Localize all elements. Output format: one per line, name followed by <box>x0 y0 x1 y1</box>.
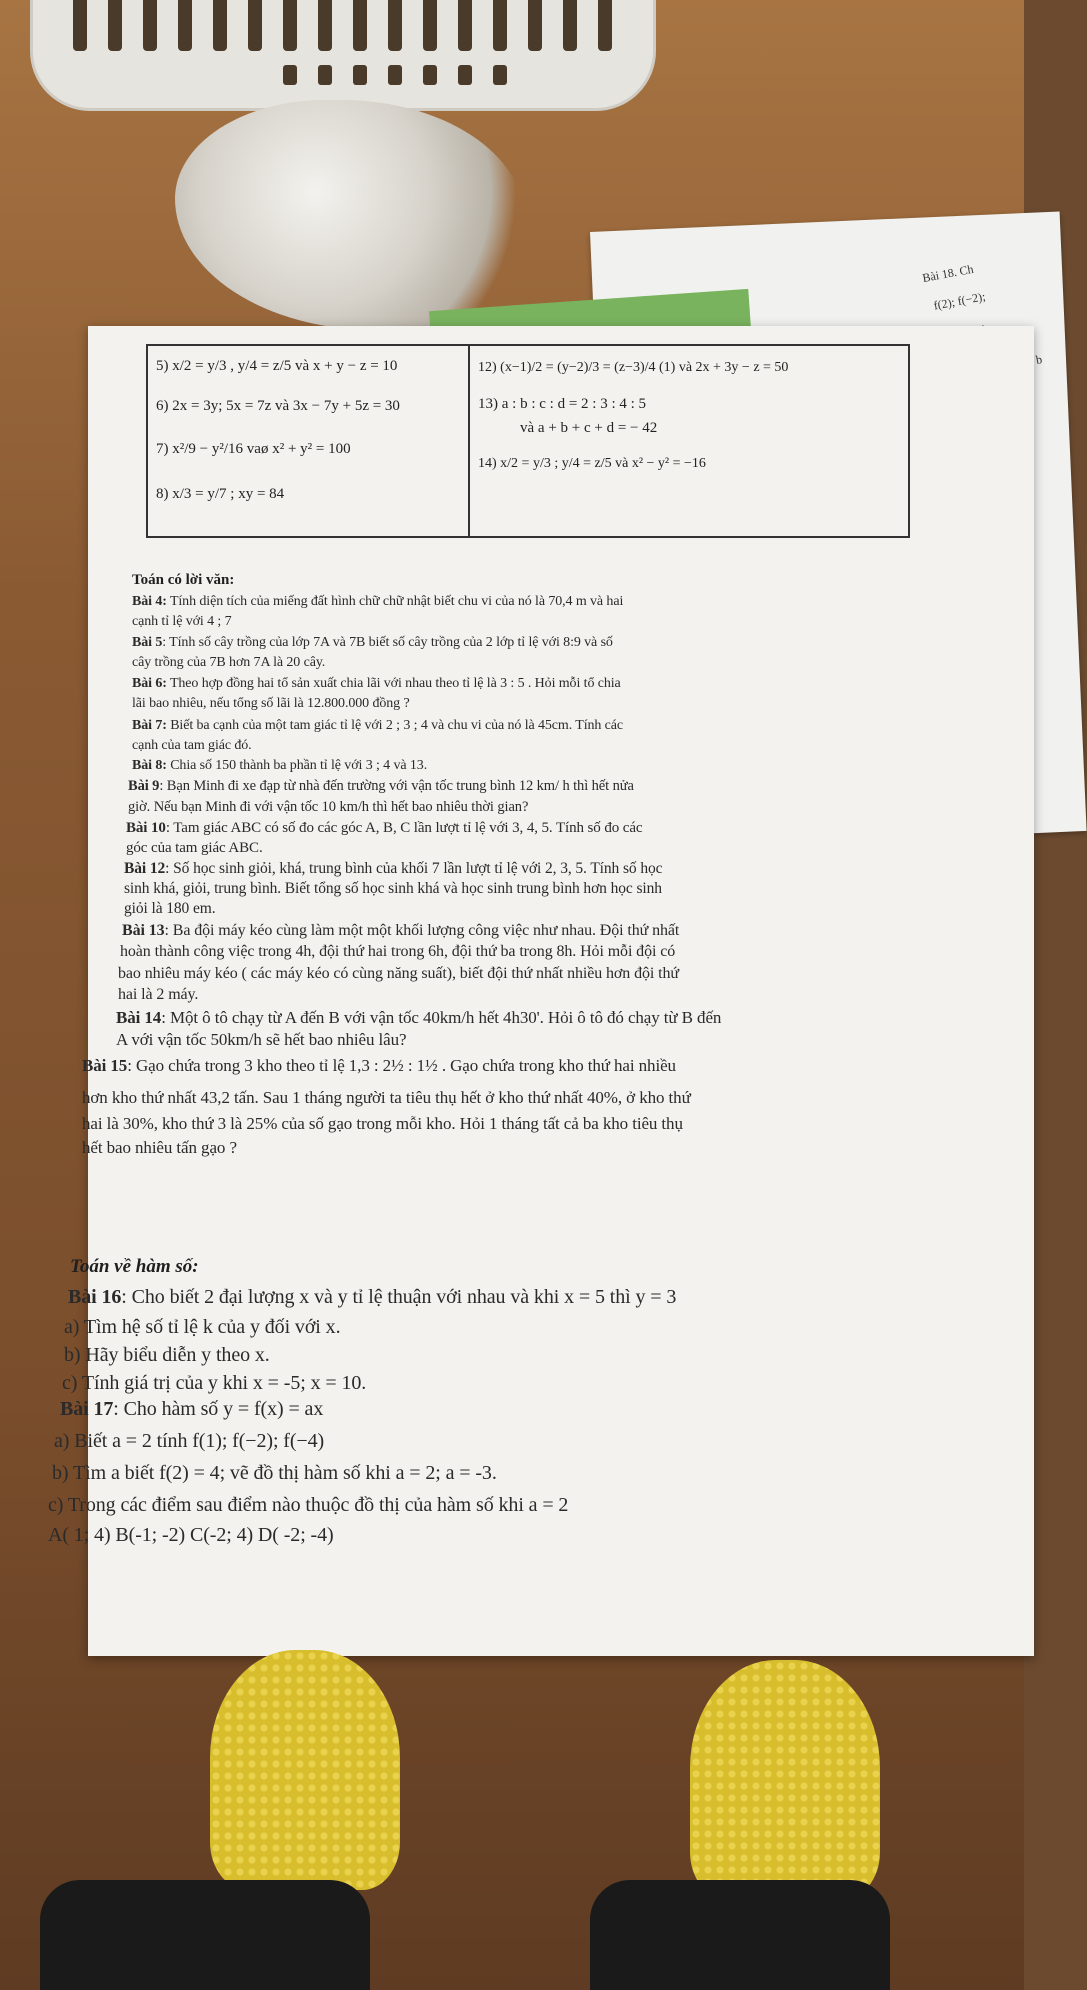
problem-line <box>82 1138 237 1158</box>
problem-text: bao nhiêu máy kéo ( các máy kéo có cùng năng suất), biết đội thứ nhất nhiều hơn đội thứ <box>118 965 679 982</box>
equation-item: 7) x²/9 − y²/16 vaø x² + y² = 100 <box>156 441 351 457</box>
problem-text: sinh khá, giỏi, trung bình. Biết tổng số học sinh khá và học sinh trung bình hơn học sinh <box>124 880 662 897</box>
bg-line: Bài 18. Ch <box>921 261 975 286</box>
function-line <box>68 1286 676 1309</box>
problem-line <box>132 738 252 754</box>
problem-text: hai là 2 máy. <box>118 986 199 1003</box>
function-line <box>52 1462 497 1485</box>
left-foot <box>40 1880 370 1990</box>
problem-line <box>82 1114 683 1134</box>
right-foot <box>590 1880 890 1990</box>
problem-text: hai là 30%, kho thứ 3 là 25% của số gạo trong mỗi kho. Hỏi 1 tháng tất cả ba kho tiêu thụ <box>82 1114 683 1133</box>
problem-label: Bài 13 <box>122 922 165 939</box>
equation-table <box>146 344 910 538</box>
function-text: Biết a = 2 tính f(1); f(−2); f(−4) <box>69 1430 325 1452</box>
function-label: c) <box>48 1494 64 1516</box>
problem-label: Bài 8: <box>132 758 167 773</box>
problem-line <box>132 696 410 712</box>
problem-text: : Ba đội máy kéo cùng làm một một khối lượng công việc như nhau. Đội thứ nhất <box>164 922 680 939</box>
problem-text: góc của tam giác ABC. <box>126 840 263 856</box>
problem-text: giỏi là 180 em. <box>124 900 216 917</box>
problem-line <box>128 778 634 795</box>
problem-line <box>132 718 623 734</box>
problem-label: Bài 4: <box>132 594 167 609</box>
problem-text: Tính diện tích của miếng đất hình chữ chữ nhật biết chu vi của nó là 70,4 m và hai <box>166 594 624 609</box>
problem-text: A với vận tốc 50km/h sẽ hết bao nhiêu lâu? <box>116 1030 407 1049</box>
problem-text: cạnh tỉ lệ với 4 ; 7 <box>132 614 232 629</box>
problem-text: Biết ba cạnh của một tam giác tỉ lệ với 2 ; 3 ; 4 và chu vi của nó là 45cm. Tính các <box>166 718 624 733</box>
function-text: A( 1; 4) B(-1; -2) C(-2; 4) D( -2; -4) <box>48 1524 334 1546</box>
problem-line <box>116 1030 406 1050</box>
problem-line <box>118 965 679 983</box>
equation-item: và a + b + c + d = − 42 <box>520 420 658 436</box>
problem-label: Bài 7: <box>132 718 167 733</box>
equation-item: 13) a : b : c : d = 2 : 3 : 4 : 5 <box>478 396 647 412</box>
function-line <box>54 1430 324 1453</box>
function-line <box>62 1372 366 1395</box>
problem-label: Bài 9 <box>128 778 160 794</box>
problem-text: hơn kho thứ nhất 43,2 tấn. Sau 1 tháng người ta tiêu thụ hết ở kho thứ nhất 40%, ở kho thứ <box>82 1088 691 1107</box>
problem-text: cạnh của tam giác đó. <box>132 738 252 753</box>
problem-line <box>132 655 325 671</box>
worksheet-page <box>48 326 1034 1656</box>
problem-line <box>132 635 613 651</box>
function-line <box>64 1316 340 1339</box>
right-sandal <box>690 1660 880 1900</box>
problem-text: Theo hợp đồng hai tổ sản xuất chia lãi với nhau theo tỉ lệ là 3 : 5 . Hỏi mỗi tổ chia <box>166 676 621 691</box>
left-sandal <box>210 1650 400 1890</box>
function-text: Tìm a biết f(2) = 4; vẽ đồ thị hàm số khi a = 2; a = -3. <box>68 1462 497 1484</box>
function-line <box>48 1524 334 1547</box>
problem-text: : Bạn Minh đi xe đạp từ nhà đến trường với vận tốc trung bình 12 km/ h thì hết nửa <box>159 778 634 794</box>
problem-line <box>132 614 232 630</box>
equation-item: 12) (x−1)/2 = (y−2)/3 = (z−3)/4 (1) và 2x + 3y − z = 50 <box>478 360 789 375</box>
problem-line <box>132 758 427 774</box>
problem-text: : Một ô tô chạy từ A đến B với vận tốc 40km/h hết 4h30'. Hỏi ô tô đó chạy từ B đến <box>161 1008 722 1027</box>
problem-label: Bài 10 <box>126 820 166 836</box>
bg-line: f(2); f(−2); <box>932 289 987 313</box>
problem-line <box>124 860 662 878</box>
problem-line <box>124 880 662 898</box>
function-label: Bài 17 <box>60 1398 114 1420</box>
problem-text: : Tính số cây trồng của lớp 7A và 7B biết số cây trồng của 2 lớp tỉ lệ với 8:9 và số <box>162 635 613 650</box>
problem-label: Bài 6: <box>132 676 167 691</box>
equation-column-right <box>470 346 908 536</box>
problem-line <box>132 594 623 610</box>
function-text: Trong các điểm sau điểm nào thuộc đồ thị của hàm số khi a = 2 <box>63 1494 569 1516</box>
function-label: b) <box>64 1344 81 1366</box>
problem-line <box>120 943 675 961</box>
problem-text: : Gạo chứa trong 3 kho theo tỉ lệ 1,3 : 2½ : 1½ . Gạo chứa trong kho thứ hai nhiều <box>127 1056 676 1075</box>
equation-item: 8) x/3 = y/7 ; xy = 84 <box>156 486 285 502</box>
bg-line: b <box>1034 352 1044 367</box>
section-heading-word-problems: Toán có lời văn: <box>132 572 235 588</box>
function-text: : Cho biết 2 đại lượng x và y tỉ lệ thuận với nhau và khi x = 5 thì y = 3 <box>121 1286 677 1308</box>
function-text: : Cho hàm số y = f(x) = ax <box>113 1398 324 1420</box>
problem-label: Bài 12 <box>124 860 166 877</box>
function-label: a) <box>54 1430 70 1452</box>
problem-line <box>128 799 528 816</box>
problem-line <box>126 840 263 857</box>
function-text: Tính giá trị của y khi x = -5; x = 10. <box>77 1372 367 1394</box>
equation-item: 14) x/2 = y/3 ; y/4 = z/5 và x² − y² = −16 <box>478 456 706 471</box>
problem-text: cây trồng của 7B hơn 7A là 20 cây. <box>132 655 326 670</box>
problem-line <box>116 1008 721 1028</box>
function-text: Hãy biểu diễn y theo x. <box>80 1344 270 1366</box>
problem-text: hoàn thành công việc trong 4h, đội thứ hai trong 6h, đội thứ ba trong 8h. Hỏi mỗi đội có <box>120 943 676 960</box>
function-label: b) <box>52 1462 69 1484</box>
equation-item: 6) 2x = 3y; 5x = 7z và 3x − 7y + 5z = 30 <box>156 398 400 414</box>
function-line <box>60 1398 323 1421</box>
function-label: c) <box>62 1372 78 1394</box>
equation-column-left <box>148 346 470 536</box>
problem-text: lãi bao nhiêu, nếu tổng số lãi là 12.800.000 đồng ? <box>132 696 410 711</box>
problem-label: Bài 14 <box>116 1008 162 1027</box>
problem-label: Bài 15 <box>82 1056 128 1075</box>
equation-item: 5) x/2 = y/3 , y/4 = z/5 và x + y − z = 10 <box>156 358 398 374</box>
problem-text: hết bao nhiêu tấn gạo ? <box>82 1138 237 1157</box>
problem-line <box>126 820 642 837</box>
problem-line <box>124 900 216 918</box>
plastic-basket <box>30 0 656 111</box>
problem-text: giờ. Nếu bạn Minh đi với vận tốc 10 km/h thì hết bao nhiêu thời gian? <box>128 799 529 815</box>
problem-text: : Tam giác ABC có số đo các góc A, B, C lần lượt tỉ lệ với 3, 4, 5. Tính số đo các <box>165 820 643 836</box>
problem-text: : Số học sinh giỏi, khá, trung bình của khối 7 lần lượt tỉ lệ với 2, 3, 5. Tính số học <box>165 860 663 877</box>
problem-line <box>118 986 198 1004</box>
function-label: a) <box>64 1316 80 1338</box>
function-text: Tìm hệ số tỉ lệ k của y đối với x. <box>79 1316 341 1338</box>
problem-label: Bài 5 <box>132 635 163 650</box>
function-line <box>48 1494 568 1517</box>
section-heading-functions: Toán về hàm số: <box>70 1256 199 1277</box>
problem-line <box>122 922 679 940</box>
function-label: Bài 16 <box>68 1286 122 1308</box>
problem-line <box>132 676 621 692</box>
problem-line <box>82 1056 676 1076</box>
problem-line <box>82 1088 691 1108</box>
function-line <box>64 1344 270 1367</box>
problem-text: Chia số 150 thành ba phần tỉ lệ với 3 ; 4 và 13. <box>166 758 428 773</box>
